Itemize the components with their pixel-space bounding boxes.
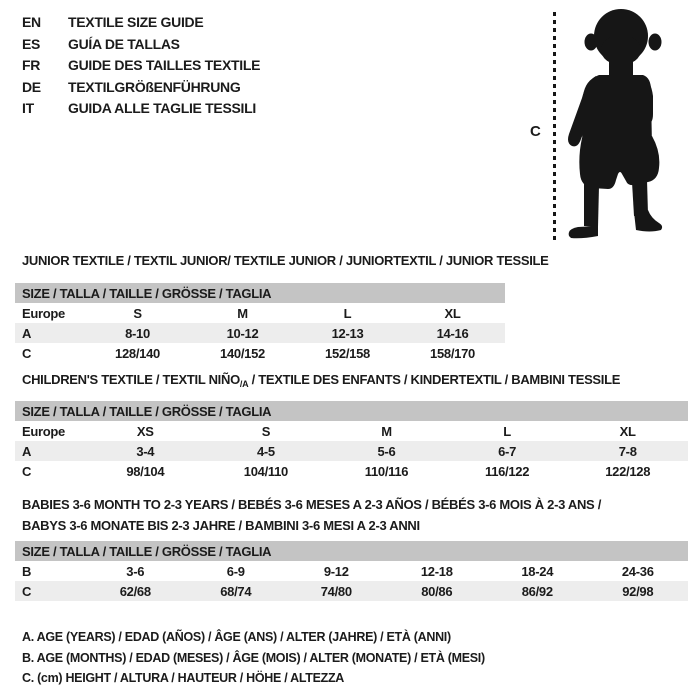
legend-note-c: C. (cm) HEIGHT / ALTURA / HAUTEUR / HÖHE / ALTEZZA bbox=[22, 671, 345, 685]
size-header-label: SIZE / TALLA / TAILLE / GRÖSSE / TAGLIA bbox=[15, 401, 688, 421]
size-header-row bbox=[15, 401, 688, 421]
size-cell: XL bbox=[444, 305, 461, 321]
title-subscript: /A bbox=[239, 379, 249, 389]
row-label: A bbox=[15, 323, 85, 343]
junior-size-table bbox=[15, 283, 505, 363]
months-cell: 9-12 bbox=[323, 563, 349, 579]
babies-size-table bbox=[15, 541, 688, 601]
age-cell: 14-16 bbox=[400, 323, 505, 343]
size-cell: S bbox=[133, 305, 142, 321]
title-line-1: BABIES 3-6 MONTH TO 2-3 YEARS / BEBÉS 3-6 MESES A 2-3 AÑOS / BÉBÉS 3-6 MOIS À 2-3 ANS / bbox=[22, 497, 602, 512]
height-cell: 92/98 bbox=[588, 581, 689, 601]
language-label: GUÍA DE TALLAS bbox=[68, 35, 180, 52]
height-cell: 116/122 bbox=[484, 463, 530, 479]
height-cell: 98/104 bbox=[126, 463, 165, 479]
size-cell: S bbox=[261, 423, 271, 439]
language-label: TEXTILE SIZE GUIDE bbox=[68, 14, 204, 30]
language-label: GUIDA ALLE TAGLIE TESSILI bbox=[68, 100, 256, 116]
height-cell: 104/110 bbox=[243, 463, 288, 479]
size-cell: XS bbox=[136, 423, 154, 439]
age-cell: 7-8 bbox=[567, 441, 688, 461]
height-cell: 62/68 bbox=[85, 581, 186, 601]
age-cell: 5-6 bbox=[326, 441, 447, 461]
size-cell: L bbox=[343, 305, 352, 321]
legend-note-a: A. AGE (YEARS) / EDAD (AÑOS) / ÂGE (ANS) / ALTER (JAHRE) / ETÀ (ANNI) bbox=[22, 630, 451, 644]
section-title-children bbox=[22, 372, 620, 389]
size-header-row bbox=[15, 283, 505, 303]
size-header-row bbox=[15, 541, 688, 561]
language-label: TEXTILGRÖßENFÜHRUNG bbox=[68, 78, 241, 95]
age-cell: 4-5 bbox=[206, 441, 327, 461]
size-header-label: SIZE / TALLA / TAILLE / GRÖSSE / TAGLIA bbox=[15, 283, 505, 303]
height-cell: 128/140 bbox=[115, 345, 160, 361]
children-size-table bbox=[15, 401, 688, 481]
height-cell: 152/158 bbox=[325, 345, 370, 361]
title-part: CHILDREN'S TEXTILE / TEXTIL NIÑO bbox=[22, 372, 240, 387]
row-label: C bbox=[22, 345, 32, 361]
table-row-age bbox=[15, 323, 505, 343]
height-cell: 68/74 bbox=[186, 581, 287, 601]
table-row-europe bbox=[15, 303, 505, 323]
language-row-es bbox=[22, 34, 260, 56]
height-cell: 80/86 bbox=[387, 581, 488, 601]
row-label: C bbox=[15, 581, 85, 601]
row-label: B bbox=[22, 563, 32, 579]
height-c-label: C bbox=[530, 123, 541, 140]
height-cell: 86/92 bbox=[487, 581, 588, 601]
language-code: EN bbox=[22, 14, 41, 30]
table-row-height bbox=[15, 343, 505, 363]
section-title-babies bbox=[22, 495, 601, 536]
title-part: / TEXTILE DES ENFANTS / KINDERTEXTIL / BAMBINI TESSILE bbox=[248, 372, 621, 387]
size-cell: L bbox=[503, 423, 511, 439]
size-cell: XL bbox=[619, 423, 636, 439]
size-cell: M bbox=[237, 305, 248, 321]
months-cell: 3-6 bbox=[126, 563, 145, 579]
months-cell: 6-9 bbox=[226, 563, 245, 579]
row-label: C bbox=[22, 463, 32, 479]
months-cell: 24-36 bbox=[621, 563, 654, 579]
row-label: A bbox=[15, 441, 85, 461]
table-row-europe bbox=[15, 421, 688, 441]
section-title-junior: JUNIOR TEXTILE / TEXTIL JUNIOR/ TEXTILE JUNIOR / JUNIORTEXTIL / JUNIOR TESSILE bbox=[22, 253, 549, 268]
language-row-it bbox=[22, 98, 260, 120]
height-cell: 74/80 bbox=[286, 581, 387, 601]
months-cell: 18-24 bbox=[521, 563, 554, 579]
table-row-months bbox=[15, 561, 688, 581]
height-cell: 140/152 bbox=[220, 345, 265, 361]
language-code: ES bbox=[22, 35, 41, 52]
size-header-label: SIZE / TALLA / TAILLE / GRÖSSE / TAGLIA bbox=[15, 541, 688, 561]
size-cell: M bbox=[381, 423, 392, 439]
language-row-en bbox=[22, 12, 260, 34]
height-cell: 158/170 bbox=[430, 345, 475, 361]
language-list bbox=[22, 12, 260, 120]
language-label: GUIDE DES TAILLES TEXTILE bbox=[68, 57, 261, 73]
table-row-height bbox=[15, 461, 688, 481]
age-cell: 3-4 bbox=[85, 441, 206, 461]
age-cell: 10-12 bbox=[190, 323, 295, 343]
toddler-silhouette-icon bbox=[556, 6, 688, 250]
language-row-de bbox=[22, 77, 260, 99]
language-code: FR bbox=[22, 57, 41, 73]
height-cell: 110/116 bbox=[364, 463, 409, 479]
row-label: Europe bbox=[22, 423, 65, 439]
title-line-2: BABYS 3-6 MONATE BIS 2-3 JAHRE / BAMBINI 3-6 MESI A 2-3 ANNI bbox=[22, 517, 420, 533]
age-cell: 12-13 bbox=[295, 323, 400, 343]
height-cell: 122/128 bbox=[605, 463, 651, 479]
legend-note-b: B. AGE (MONTHS) / EDAD (MESES) / ÂGE (MOIS) / ALTER (MONATE) / ETÀ (MESI) bbox=[22, 650, 485, 665]
age-cell: 8-10 bbox=[85, 323, 190, 343]
months-cell: 12-18 bbox=[420, 563, 453, 579]
row-label: Europe bbox=[22, 305, 65, 321]
legend-notes bbox=[22, 627, 485, 689]
language-code: DE bbox=[22, 78, 41, 95]
table-row-height bbox=[15, 581, 688, 601]
language-code: IT bbox=[22, 100, 34, 116]
language-row-fr bbox=[22, 55, 260, 77]
table-row-age bbox=[15, 441, 688, 461]
age-cell: 6-7 bbox=[447, 441, 568, 461]
